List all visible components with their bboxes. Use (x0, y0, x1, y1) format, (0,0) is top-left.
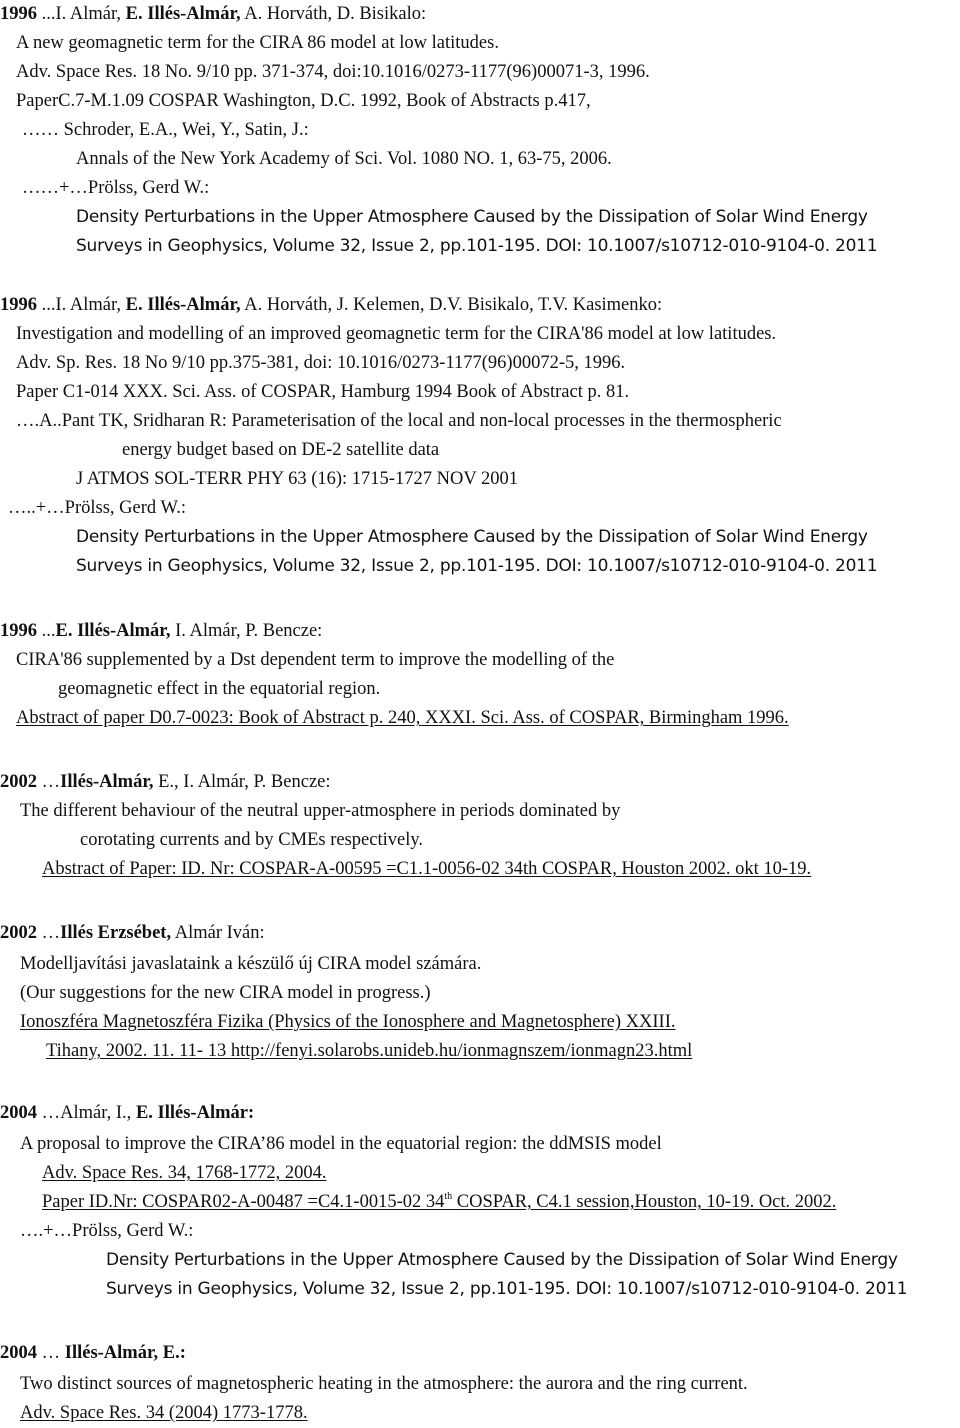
text-segment: ….A..Pant TK, Sridharan R: Parameterisation of the local and non-local processes in the thermospheric (16, 411, 782, 431)
text-segment: Almár Iván: (171, 923, 265, 943)
text-segment: COSPAR, C4.1 session,Houston, 10-19. Oct. 2002. (452, 1192, 837, 1212)
entry-line (16, 58, 650, 87)
entry-line (8, 494, 186, 523)
text-segment: A. Horváth, D. Bisikalo: (240, 4, 427, 24)
entry-line (76, 203, 868, 232)
text-segment: Adv. Space Res. 18 No. 9/10 pp. 371-374, doi:10.1016/0273-1177(96)00071-3, 1996. (16, 62, 650, 82)
entry-heading (0, 617, 322, 646)
entry-line (20, 1217, 193, 1246)
text-segment: Density Perturbations in the Upper Atmosphere Caused by the Dissipation of Solar Wind Energy (76, 207, 868, 227)
entry-line (20, 979, 431, 1008)
text-segment: Annals of the New York Academy of Sci. Vol. 1080 NO. 1, 63-75, 2006. (76, 149, 612, 169)
author-bold: Illés-Almár, E.: (64, 1343, 186, 1363)
text-segment: The different behaviour of the neutral upper-atmosphere in periods dominated by (20, 801, 621, 821)
entry-line (22, 174, 209, 203)
entry-heading (0, 919, 265, 948)
author-bold: Illés-Almár, (60, 772, 154, 792)
entry-heading (0, 1099, 254, 1128)
entry-line (76, 465, 518, 494)
text-segment: (Our suggestions for the new CIRA model in progress.) (20, 983, 431, 1003)
entry-line (16, 29, 499, 58)
author-bold: E. Illés-Almár: (135, 1103, 255, 1123)
text-segment: CIRA'86 supplemented by a Dst dependent term to improve the modelling of the (16, 650, 615, 670)
entry-line (122, 436, 439, 465)
text-segment: corotating currents and by CMEs respectively. (80, 830, 424, 850)
entry-line (76, 523, 868, 552)
entry-line (42, 1159, 327, 1188)
author-bold: 1996 (0, 4, 42, 24)
entry-line (16, 320, 776, 349)
entry-line (22, 116, 309, 145)
author-bold: Illés Erzsébet, (60, 923, 172, 943)
text-segment: Surveys in Geophysics, Volume 32, Issue 2, pp.101-195. DOI: 10.1007/s10712-010-9104-0. 2011 (76, 556, 878, 576)
author-bold: 1996 (0, 621, 42, 641)
entry-line (58, 675, 380, 704)
text-segment: Abstract of paper D0.7-0023: Book of Abstract p. 240, XXXI. Sci. Ass. of COSPAR, Birmingham 1996. (16, 708, 789, 728)
text-segment: …..+…Prölss, Gerd W.: (8, 498, 186, 518)
entry-line (20, 950, 481, 979)
text-segment: Adv. Space Res. 34 (2004) 1773-1778. (20, 1403, 308, 1423)
text-segment: Two distinct sources of magnetospheric heating in the atmosphere: the aurora and the ring current. (20, 1374, 748, 1394)
text-segment: A proposal to improve the CIRA’86 model in the equatorial region: the ddMSIS model (20, 1134, 662, 1154)
text-segment: A new geomagnetic term for the CIRA 86 model at low latitudes. (16, 33, 499, 53)
text-segment: …Almár, I., (37, 1103, 136, 1123)
entry-line (16, 704, 789, 733)
entry-line (42, 855, 811, 884)
text-segment: I. Almár, P. Bencze: (170, 621, 323, 641)
entry-line (20, 1130, 662, 1159)
text-segment: ...I. Almár, (41, 295, 126, 315)
text-segment: Density Perturbations in the Upper Atmosphere Caused by the Dissipation of Solar Wind Energy (106, 1250, 898, 1270)
text-segment: Paper ID.Nr: COSPAR02-A-00487 =C4.1-0015-02 34 (42, 1192, 445, 1212)
entry-heading (0, 1339, 186, 1368)
author-bold: E. Illés-Almár, (55, 621, 171, 641)
entry-line (46, 1037, 692, 1066)
author-bold: 2004 (0, 1103, 37, 1123)
entry-line (16, 87, 591, 116)
text-segment: Adv. Sp. Res. 18 No 9/10 pp.375-381, doi: 10.1016/0273-1177(96)00072-5, 1996. (16, 353, 626, 373)
text-segment: E., I. Almár, P. Bencze: (153, 772, 331, 792)
entry-line (16, 407, 782, 436)
text-segment: Density Perturbations in the Upper Atmosphere Caused by the Dissipation of Solar Wind Energy (76, 527, 868, 547)
author-bold: 2004 (0, 1343, 37, 1363)
entry-line (16, 378, 629, 407)
text-segment: Investigation and modelling of an improved geomagnetic term for the CIRA'86 model at low latitudes. (16, 324, 777, 344)
text-segment: Abstract of Paper: ID. Nr: COSPAR-A-00595 =C1.1-0056-02 34th COSPAR, Houston 2002. okt 10-19. (42, 859, 812, 879)
text-segment: ... (41, 621, 56, 641)
text-segment: … (37, 923, 61, 943)
author-bold: 2002 (0, 772, 37, 792)
text-segment: PaperC.7-M.1.09 COSPAR Washington, D.C. 1992, Book of Abstracts p.417, (16, 91, 591, 111)
entry-line (20, 797, 620, 826)
text-segment: … (37, 772, 61, 792)
text-segment: ...I. Almár, (41, 4, 126, 24)
entry-line (80, 826, 423, 855)
text-segment: Adv. Space Res. 34, 1768-1772, 2004. (42, 1163, 327, 1183)
text-segment: ……+…Prölss, Gerd W.: (22, 178, 210, 198)
text-segment: A. Horváth, J. Kelemen, D.V. Bisikalo, T.V. Kasimenko: (240, 295, 663, 315)
entry-heading (0, 0, 426, 29)
author-bold: E. Illés-Almár, (125, 4, 241, 24)
text-segment: geomagnetic effect in the equatorial region. (58, 679, 381, 699)
entry-line (16, 646, 614, 675)
entry-heading (0, 768, 331, 797)
text-segment: J ATMOS SOL-TERR PHY 63 (16): 1715-1727 NOV 2001 (76, 469, 518, 489)
text-segment: ….+…Prölss, Gerd W.: (20, 1221, 194, 1241)
text-segment: Surveys in Geophysics, Volume 32, Issue 2, pp.101-195. DOI: 10.1007/s10712-010-9104-0. 2011 (76, 236, 878, 256)
text-segment: th (444, 1190, 453, 1202)
text-segment: … (37, 1343, 65, 1363)
text-segment: Surveys in Geophysics, Volume 32, Issue 2, pp.101-195. DOI: 10.1007/s10712-010-9104-0. 2011 (106, 1279, 908, 1299)
entry-line (106, 1246, 898, 1275)
entry-line (106, 1275, 907, 1304)
text-segment: Paper C1-014 XXX. Sci. Ass. of COSPAR, Hamburg 1994 Book of Abstract p. 81. (16, 382, 630, 402)
entry-line (76, 552, 877, 581)
entry-line (20, 1370, 748, 1399)
author-bold: 1996 (0, 295, 42, 315)
text-segment: Modelljavítási javaslataink a készülő új CIRA model számára. (20, 954, 482, 974)
entry-heading (0, 291, 662, 320)
entry-line (16, 349, 625, 378)
entry-line (76, 232, 877, 261)
text-segment: Ionoszféra Magnetoszféra Fizika (Physics of the Ionosphere and Magnetosphere) XXIII. (20, 1012, 676, 1032)
text-segment: Tihany, 2002. 11. 11- 13 http://fenyi.solarobs.unideb.hu/ionmagnszem/ionmagn23.html (46, 1041, 693, 1061)
author-bold: E. Illés-Almár, (125, 295, 241, 315)
author-bold: 2002 (0, 923, 37, 943)
entry-line (20, 1008, 676, 1037)
entry-line (76, 145, 612, 174)
entry-line (42, 1188, 836, 1217)
text-segment: …… Schroder, E.A., Wei, Y., Satin, J.: (22, 120, 309, 140)
text-segment: energy budget based on DE-2 satellite data (122, 440, 440, 460)
